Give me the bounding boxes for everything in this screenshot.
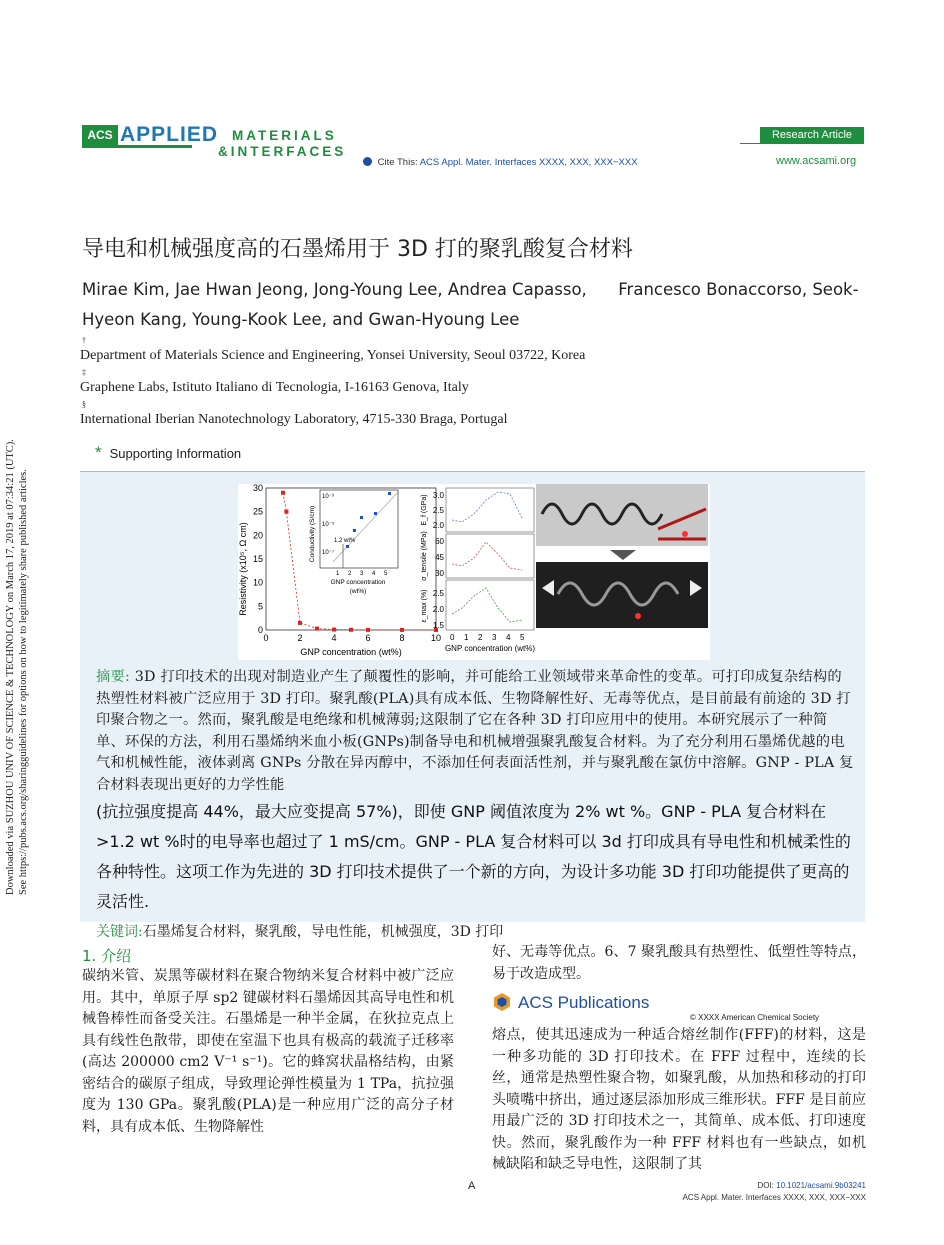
resistivity-point (281, 491, 285, 495)
photo-circuit-stretched (536, 562, 708, 628)
tensile-tick: 60 (435, 537, 444, 546)
keywords (96, 921, 503, 941)
x-axis-label: GNP concentration (wt%) (300, 647, 402, 657)
authors-line-1: Mirae Kim, Jae Hwan Jeong, Jong-Young Lee, Andrea Capasso, Francesco Bonaccorso, Seok- (82, 280, 859, 299)
mid-xtick: 1 (464, 633, 469, 642)
x-tick-label: 8 (399, 633, 405, 643)
toc-svg (238, 484, 710, 660)
y-tick-label: 10 (252, 577, 263, 588)
article-title: 导电和机械强度高的石墨烯用于 3D 打的聚乳酸复合材料 (82, 237, 633, 262)
journal-logo (82, 125, 352, 161)
x-tick-label: 6 (365, 633, 371, 643)
y-tick-label: 15 (252, 554, 263, 564)
panel-tensile (446, 534, 534, 578)
resistivity-point (315, 627, 319, 631)
mid-xtick: 5 (520, 633, 525, 642)
logo-materials: MATERIALS (232, 128, 337, 143)
resistivity-point (284, 510, 288, 514)
badge-underline (740, 143, 864, 144)
footer-reference: ACS Appl. Mater. Interfaces XXXX, XXX, XXX−XXX (682, 1193, 866, 1202)
abstract-continuation: (抗拉强度提高 44%，最大应变提高 57%)，即使 GNP 阈值浓度为 2% wt %。GNP - PLA 复合材料在>1.2 wt %时的电导率也超过了 1 mS/cm。GNP - PLA 复合材料可以 3d 打印成具有导电性和机械柔性的各种特性。这项工作为先进的 3D 打印技术提供了一个新的方向，为设计多功能 3D 打印功能提供了更高的灵活性. (96, 802, 851, 911)
modulus-label: E_f (GPa) (421, 494, 428, 526)
mid-xtick: 2 (478, 633, 483, 642)
acs-publications-logo (492, 992, 649, 1013)
inset-point (360, 516, 363, 519)
cite-this[interactable] (363, 157, 638, 168)
inset-ytick: 10⁻⁵ (322, 522, 335, 528)
resistivity-point (298, 621, 302, 625)
arrow-down-icon (610, 550, 636, 560)
affiliation: Graphene Labs, Istituto Italiano di Tecnologia, I-16163 Genova, Italy (80, 380, 469, 395)
x-tick-label: 4 (331, 633, 337, 643)
tensile-tick: 30 (435, 569, 444, 578)
doi[interactable] (700, 1181, 866, 1190)
acs-logo-box: ACS (82, 125, 118, 145)
body-right-column: 熔点，使其迅速成为一种适合熔丝制作(FFF)的材料，这是一种多功能的 3D 打印技术。在 FFF 过程中，连续的长丝，通常是热塑性聚合物，如聚乳酸，从加热和移动的打印头喷嘴中挤出，通过逐层添加形成三维形状。FFF 是目前应用最广泛的 3D 打印技术之一，其简单、成本低、打印速度快。然而，聚乳酸作为一种 FFF 材料也有一些缺点，如机械缺陷和缺乏导电性，这限制了其 (492, 1027, 866, 1172)
cite-label: Cite This: (377, 157, 418, 168)
body-right-top: 好、无毒等优点。6、7 聚乳酸具有热塑性、低塑性等特点，易于改造成型。 (492, 944, 866, 982)
inset-xtick: 1 (336, 571, 340, 577)
inset-point (353, 529, 356, 532)
inset-point (374, 512, 377, 515)
affiliation: Department of Materials Science and Engineering, Yonsei University, Seoul 03722, Korea (80, 348, 586, 363)
inset-xtick: 2 (348, 571, 352, 577)
x-tick-label: 10 (430, 633, 442, 643)
authors-line-2: Hyeon Kang, Young-Kook Lee, and Gwan-Hyoung Lee (82, 310, 520, 329)
resistivity-point (366, 628, 370, 632)
strain-tick: 2.5 (432, 589, 444, 598)
panel-modulus (446, 488, 534, 532)
y-tick-label: 5 (257, 601, 263, 612)
cite-icon (363, 157, 372, 166)
supporting-label: Supporting Information (109, 446, 242, 461)
strain-label: ε_max (%) (421, 589, 428, 623)
x-tick-label: 2 (297, 633, 303, 643)
affiliation-mark: ‡ (82, 368, 86, 377)
y-tick-label: 25 (252, 506, 263, 517)
affiliation: International Iberian Nanotechnology Laboratory, 4715-330 Braga, Portugal (80, 412, 508, 427)
modulus-tick: 3.0 (432, 491, 444, 500)
section-heading: 1. 介绍 (82, 947, 132, 965)
inset-point (346, 545, 349, 548)
download-notice (2, 355, 42, 895)
journal-website-link[interactable]: www.acsami.org (776, 155, 857, 167)
inset-xtick: 4 (372, 571, 376, 577)
abstract-label: 摘要: (96, 669, 131, 685)
doi-label: DOI: (757, 1181, 774, 1190)
affiliation-mark: § (82, 400, 86, 409)
download-notice-line1: Downloaded via SUZHOU UNIV OF SCIENCE & TECHNOLOGY on March 17, 2019 at 07:34:21 (UTC). (5, 439, 16, 895)
inset-ytick: 10⁻³ (322, 494, 334, 500)
y-axis-label: Resistivity (x10⁵, Ω cm) (238, 522, 248, 616)
led-light (682, 531, 688, 537)
mid-xtick: 0 (450, 633, 455, 642)
resistivity-point (332, 628, 336, 632)
mid-xtick: 4 (506, 633, 511, 642)
strain-tick: 2.0 (432, 605, 444, 614)
tensile-tick: 45 (435, 553, 444, 562)
strain-tick: 1.5 (432, 621, 444, 630)
copyright: © XXXX American Chemical Society (690, 1013, 820, 1022)
y-tick-label: 0 (257, 625, 263, 635)
pubs-logo-text: ACS Publications (518, 993, 650, 1012)
led-light (635, 613, 641, 619)
inset-note: 1.2 wt% (334, 538, 356, 544)
inset-x-label-2: (wt%) (349, 588, 367, 595)
keywords-label: 关键词: (96, 924, 143, 940)
mid-xtick: 3 (492, 633, 497, 642)
asterisk-icon: * (95, 443, 102, 462)
page-number: A (468, 1180, 476, 1192)
mid-x-label: GNP concentration (wt%) (444, 644, 536, 653)
doi-link[interactable]: 10.1021/acsami.9b03241 (776, 1181, 866, 1190)
modulus-tick: 2.0 (432, 521, 444, 530)
y-tick-label: 20 (252, 530, 263, 541)
cite-reference: ACS Appl. Mater. Interfaces XXXX, XXX, XXX−XXX (419, 157, 638, 168)
acs-hex-icon (492, 992, 512, 1012)
panel-strain (446, 580, 534, 630)
download-notice-line2: See https://pubs.acs.org/sharingguidelines for options on how to legitimately share published articles. (18, 469, 29, 895)
tensile-label: σ_tensile (MPa) (421, 531, 428, 581)
keywords-text: 石墨烯复合材料，聚乳酸，导电性能，机械强度，3D 打印 (142, 924, 504, 940)
x-tick-label: 0 (263, 633, 269, 643)
inset-xtick: 3 (360, 571, 364, 577)
modulus-tick: 2.5 (432, 506, 444, 515)
affiliation-mark: † (82, 336, 86, 345)
resistivity-point (400, 628, 404, 632)
abstract-text (96, 667, 856, 796)
logo-interfaces: &INTERFACES (218, 144, 347, 159)
resistivity-point (349, 628, 353, 632)
inset-point (388, 492, 391, 495)
inset-frame (320, 490, 398, 568)
y-tick-label: 30 (252, 484, 263, 493)
supporting-information-link[interactable] (95, 443, 241, 463)
inset-ytick: 10⁻⁷ (322, 550, 335, 556)
toc-graphic (238, 484, 710, 660)
inset-x-label: GNP concentration (330, 579, 386, 586)
abstract-body: 3D 打印技术的出现对制造业产生了颠覆性的影响，并可能给工业领域带来革命性的变革。可打印成复杂结构的热塑性材料被广泛应用于 3D 打印。聚乳酸(PLA)具有成本低、生物降解性好、无毒等优点，是目前最有前途的 3D 打印聚合物之一。然而，聚乳酸是电绝缘和机械薄弱;这限制了它在各种 3D 打印应用中的使用。本研究展示了一种简单、环保的方法，利用石墨烯纳米血小板(GNPs)制备导电和机械增强聚乳酸复合材料。为了充分利用石墨烯优越的电气和机械性能，液体剥离 GNPs 分散在异丙醇中，不添加任何表面活性剂，并与聚乳酸在氯仿中溶解。GNP - PLA 复合材料表现出更好的力学性能 (96, 669, 854, 793)
author-list (82, 275, 859, 335)
body-left-column: 碳纳米管、炭黑等碳材料在聚合物纳米复合材料中被广泛应用。其中，单原子厚 sp2 键碳材料石墨烯因其高导电性和机械鲁棒性而备受关注。石墨烯是一种半金属，在狄拉克点上具有线性色散带，即使在室温下也具有极高的载流子迁移率(高达 200000 cm2 V⁻¹ s⁻¹)。它的蜂窝状晶格结构，由紧密结合的碳原子组成，导致理论弹性模量为 1 TPa，抗拉强度为 130 GPa。聚乳酸(PLA)是一种应用广泛的高分子材料，具有成本低、生物降解性 (82, 968, 454, 1135)
inset-xtick: 5 (384, 571, 388, 577)
inset-y-label: Conductivity (S/cm) (309, 505, 316, 563)
logo-applied: APPLIED (120, 123, 219, 146)
article-type-badge: Research Article (760, 127, 864, 144)
